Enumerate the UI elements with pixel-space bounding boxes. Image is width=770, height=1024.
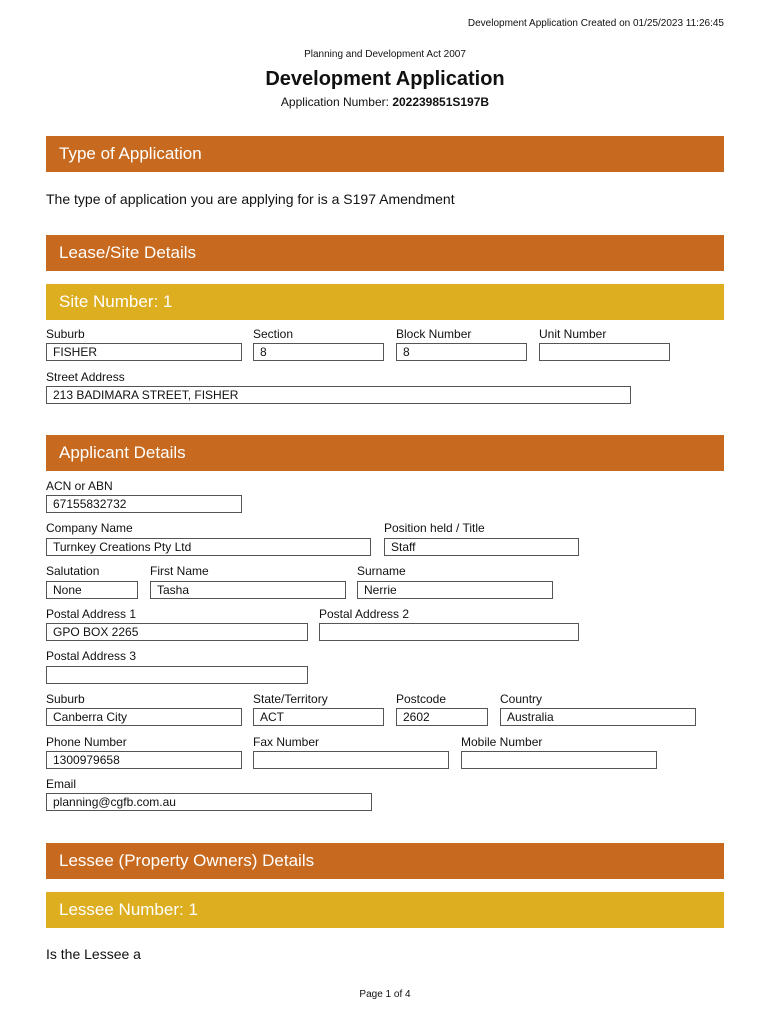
postal2-label: Postal Address 2 [319,607,410,621]
page-footer: Page 1 of 4 [359,989,411,1000]
application-number-value: 202239851S197B [392,95,490,109]
country-label: Country [500,692,543,706]
country-field[interactable]: Australia [500,708,696,726]
state-label: State/Territory [253,692,328,706]
site-suburb-field[interactable]: FISHER [46,343,242,361]
site-suburb-label: Suburb [46,327,85,341]
postcode-label: Postcode [396,692,447,706]
phone-field[interactable]: 1300979658 [46,751,242,769]
postal3-label: Postal Address 3 [46,649,137,663]
created-timestamp: Development Application Created on 01/25/2023 11:26:45 [467,18,724,29]
fax-field[interactable] [253,751,449,769]
site-street-label: Street Address [46,370,125,384]
state-field[interactable]: ACT [253,708,384,726]
postcode-field[interactable]: 2602 [396,708,488,726]
email-field[interactable]: planning@cgfb.com.au [46,793,372,811]
postal1-field[interactable]: GPO BOX 2265 [46,623,308,641]
section-lessee-number: Lessee Number: 1 [46,892,724,928]
position-field[interactable]: Staff [384,538,579,556]
company-label: Company Name [46,521,133,535]
site-section-field[interactable]: 8 [253,343,384,361]
surname-label: Surname [357,564,406,578]
act-subtitle: Planning and Development Act 2007 [304,49,466,60]
email-label: Email [46,777,77,791]
first-name-field[interactable]: Tasha [150,581,346,599]
page-title: Development Application [265,68,505,90]
phone-label: Phone Number [46,735,127,749]
site-street-field[interactable]: 213 BADIMARA STREET, FISHER [46,386,631,404]
application-number-label: Application Number: [280,95,393,109]
acn-label: ACN or ABN [46,479,113,493]
position-label: Position held / Title [384,521,485,535]
postal3-field[interactable] [46,666,308,684]
section-lessee: Lessee (Property Owners) Details [46,843,724,879]
site-block-field[interactable]: 8 [396,343,527,361]
lessee-question: Is the Lessee a [46,946,141,962]
applicant-suburb-field[interactable]: Canberra City [46,708,242,726]
section-lease-site: Lease/Site Details [46,235,724,271]
section-applicant: Applicant Details [46,435,724,471]
section-site-number: Site Number: 1 [46,284,724,320]
mobile-label: Mobile Number [461,735,543,749]
site-unit-field[interactable] [539,343,670,361]
postal2-field[interactable] [319,623,579,641]
site-section-label: Section [253,327,294,341]
postal1-label: Postal Address 1 [46,607,137,621]
site-unit-label: Unit Number [539,327,607,341]
salutation-label: Salutation [46,564,100,578]
first-name-label: First Name [150,564,209,578]
acn-field[interactable]: 67155832732 [46,495,242,513]
company-field[interactable]: Turnkey Creations Pty Ltd [46,538,371,556]
application-number [0,95,770,109]
applicant-suburb-label: Suburb [46,692,85,706]
fax-label: Fax Number [253,735,320,749]
mobile-field[interactable] [461,751,657,769]
type-text: The type of application you are applying for is a S197 Amendment [46,191,455,207]
surname-field[interactable]: Nerrie [357,581,553,599]
section-type-of-application: Type of Application [46,136,724,172]
site-block-label: Block Number [396,327,472,341]
salutation-field[interactable]: None [46,581,138,599]
